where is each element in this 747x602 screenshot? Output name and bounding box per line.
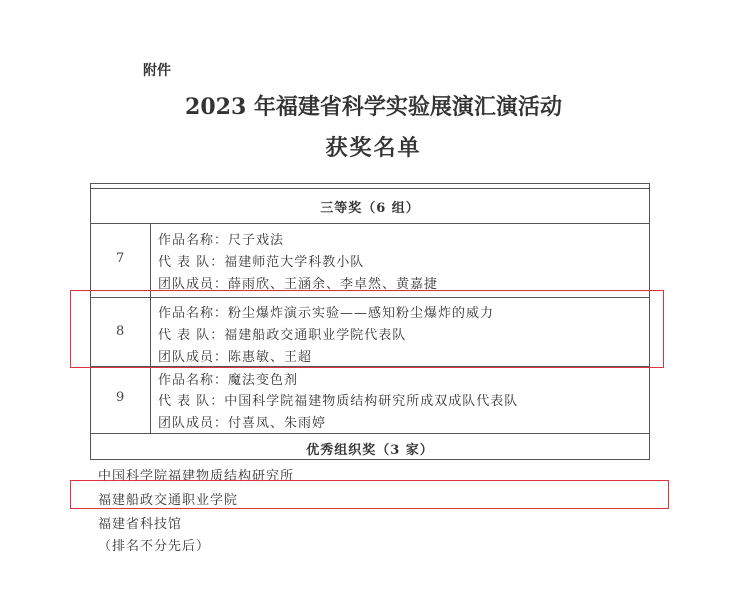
organization-item: 福建船政交通职业学院 [98,493,239,508]
entry-team: 代 表 队：中国科学院福建物质结构研究所成双成队代表队 [158,394,519,409]
highlight-box-entry-8 [70,290,664,368]
entry-members: 团队成员：薛雨欣、王涵余、李卓然、黄嘉捷 [158,277,439,292]
table-top-inner-border [90,188,650,189]
entry-work-name: 作品名称：魔法变色剂 [158,373,299,388]
attachment-label: 附件 [143,63,171,79]
row-divider [90,433,650,434]
organization-item: 中国科学院福建物质结构研究所 [98,469,295,484]
entry-number: 8 [116,324,125,339]
row-divider [90,459,650,460]
table-top-border [90,183,650,184]
third-prize-header: 三等奖（6 组） [320,201,420,216]
organization-item: 福建省科技馆 [98,517,183,532]
ranking-note: （排名不分先后） [98,539,211,554]
entry-work-name: 作品名称：粉尘爆炸演示实验——感知粉尘爆炸的威力 [158,306,495,321]
entry-team: 代 表 队：福建船政交通职业学院代表队 [158,328,407,343]
entry-work-name: 作品名称：尺子戏法 [158,233,285,248]
document-subtitle: 获奖名单 [325,135,422,161]
highlight-box-organization [70,480,669,509]
row-divider [90,223,650,224]
organization-award-header: 优秀组织奖（3 家） [306,443,434,458]
entry-number: 9 [116,390,125,405]
entry-number: 7 [116,251,125,266]
entry-team: 代 表 队：福建师范大学科教小队 [158,255,365,270]
entry-members: 团队成员：付喜凤、朱雨婷 [158,416,327,431]
entry-members: 团队成员：陈惠敏、王超 [158,350,313,365]
document-title: 2023 年福建省科学实验展演汇演活动 [185,94,562,120]
